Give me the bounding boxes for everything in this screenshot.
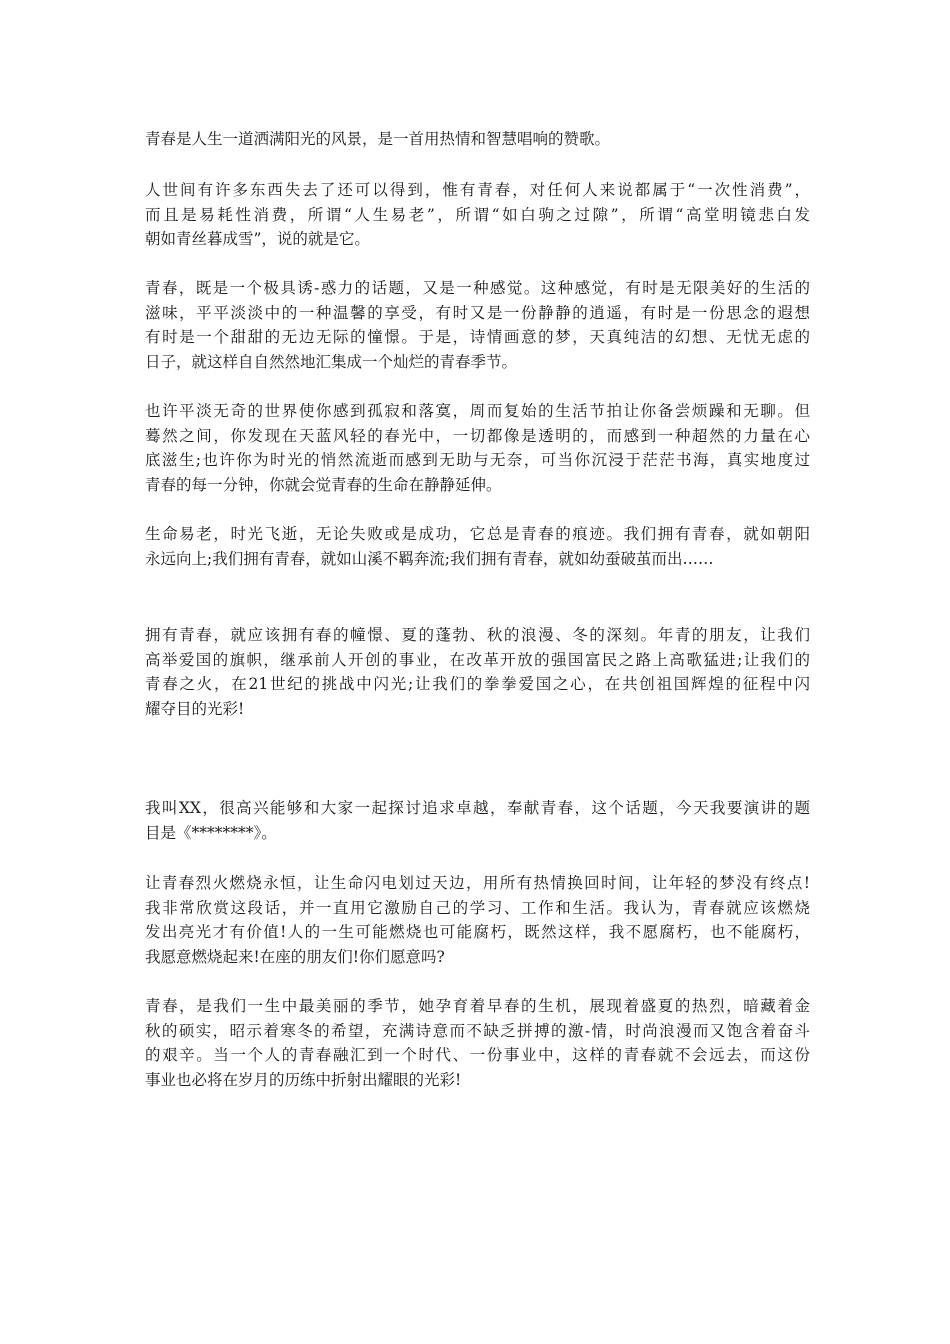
- paragraph-3: [145, 276, 810, 374]
- paragraph-line: 青春是人生一道洒满阳光的风景，是一首用热情和智慧唱响的赞歌。: [145, 130, 611, 148]
- paragraph-5: [145, 522, 810, 571]
- paragraph-line: 的艰辛。当一个人的青春融汇到一个时代、一份事业中，这样的青春就不会远去，而这份: [145, 1046, 810, 1064]
- paragraph-line: 有时是一个甜甜的无边无际的憧憬。于是，诗情画意的梦，天真纯洁的幻想、无忧无虑的: [145, 328, 810, 346]
- paragraph-line: 青春，既是一个极具诱-惑力的话题，又是一种感觉。这种感觉，有时是无限美好的生活的: [145, 279, 810, 297]
- paragraph-line: 事业也必将在岁月的历练中折射出耀眼的光彩!: [145, 1070, 462, 1089]
- paragraph-9: [145, 994, 810, 1092]
- paragraph-line: 青春的每一分钟，你就会觉青春的生命在静静延伸。: [145, 475, 502, 494]
- paragraph-line: 而且是易耗性消费，所谓“人生易老”，所谓“如白驹之过隙”，所谓“高堂明镜悲白发: [145, 205, 810, 224]
- paragraph-line: 日子，就这样自自然然地汇集成一个灿烂的青春季节。: [145, 352, 518, 371]
- paragraph-line: 底滋生;也许你为时光的悄然流逝而感到无助与无奈，可当你沉浸于茫茫书海，真实地度过: [145, 451, 810, 469]
- paragraph-line: 朝如青丝暮成雪”，说的就是它。: [145, 230, 370, 248]
- paragraph-2: [145, 178, 810, 252]
- paragraph-line: 高举爱国的旗帜，继承前人开创的事业，在改革开放的强国富民之路上高歌猛进;让我们的: [145, 650, 810, 669]
- paragraph-line: 滋味，平平淡淡中的一种温馨的享受，有时又是一份静静的逍遥，有时是一份思念的遐想: [145, 303, 810, 322]
- paragraph-line: 也许平淡无奇的世界使你感到孤寂和落寞，周而复始的生活节拍让你备尝烦躁和无聊。但: [145, 402, 810, 420]
- paragraph-line: 秋的硕实，昭示着寒冬的希望，充满诗意而不缺乏拼搏的激-情，时尚浪漫而又饱含着奋斗: [145, 1021, 810, 1040]
- paragraph-line: 发出亮光才有价值!人的一生可能燃烧也可能腐朽，既然这样，我不愿腐朽，也不能腐朽，: [145, 923, 810, 941]
- paragraph-4: [145, 399, 810, 497]
- paragraph-6: [145, 623, 810, 721]
- paragraph-1: [145, 127, 810, 152]
- paragraph-line: 让青春烈火燃烧永恒，让生命闪电划过天边，用所有热情换回时间，让年轻的梦没有终点!: [145, 874, 810, 892]
- paragraph-line: 生命易老，时光飞逝，无论失败或是成功，它总是青春的痕迹。我们拥有青春，就如朝阳: [145, 525, 810, 543]
- paragraph-7: [145, 796, 810, 845]
- paragraph-line: 我愿意燃烧起来!在座的朋友们!你们愿意吗?: [145, 947, 445, 966]
- paragraph-line: 青春之火，在21世纪的挑战中闪光;让我们的拳拳爱国之心，在共创祖国辉煌的征程中闪: [145, 675, 810, 693]
- paragraph-line: 人世间有许多东西失去了还可以得到，惟有青春，对任何人来说都属于“一次性消费”，: [145, 181, 810, 199]
- paragraph-line: 蓦然之间，你发现在天蓝风轻的春光中，一切都像是透明的，而感到一种超然的力量在心: [145, 426, 810, 445]
- paragraph-8: [145, 871, 810, 969]
- paragraph-line: 我非常欣赏这段话，并一直用它激励自己的学习、工作和生活。我认为，青春就应该燃烧: [145, 898, 810, 917]
- paragraph-line: 耀夺目的光彩!: [145, 699, 245, 718]
- paragraph-line: 永远向上;我们拥有青春，就如山溪不羁奔流;我们拥有青春，就如幼蚕破茧而出……: [145, 549, 714, 568]
- paragraph-line: 目是《********》。: [145, 823, 277, 842]
- paragraph-line: 青春，是我们一生中最美丽的季节，她孕育着早春的生机，展现着盛夏的热烈，暗藏着金: [145, 997, 810, 1015]
- paragraph-line: 拥有青春，就应该拥有春的幢憬、夏的蓬勃、秋的浪漫、冬的深刻。年青的朋友，让我们: [145, 626, 810, 644]
- paragraph-line: 我叫XX，很高兴能够和大家一起探讨追求卓越，奉献青春，这个话题，今天我要演讲的题: [145, 799, 810, 817]
